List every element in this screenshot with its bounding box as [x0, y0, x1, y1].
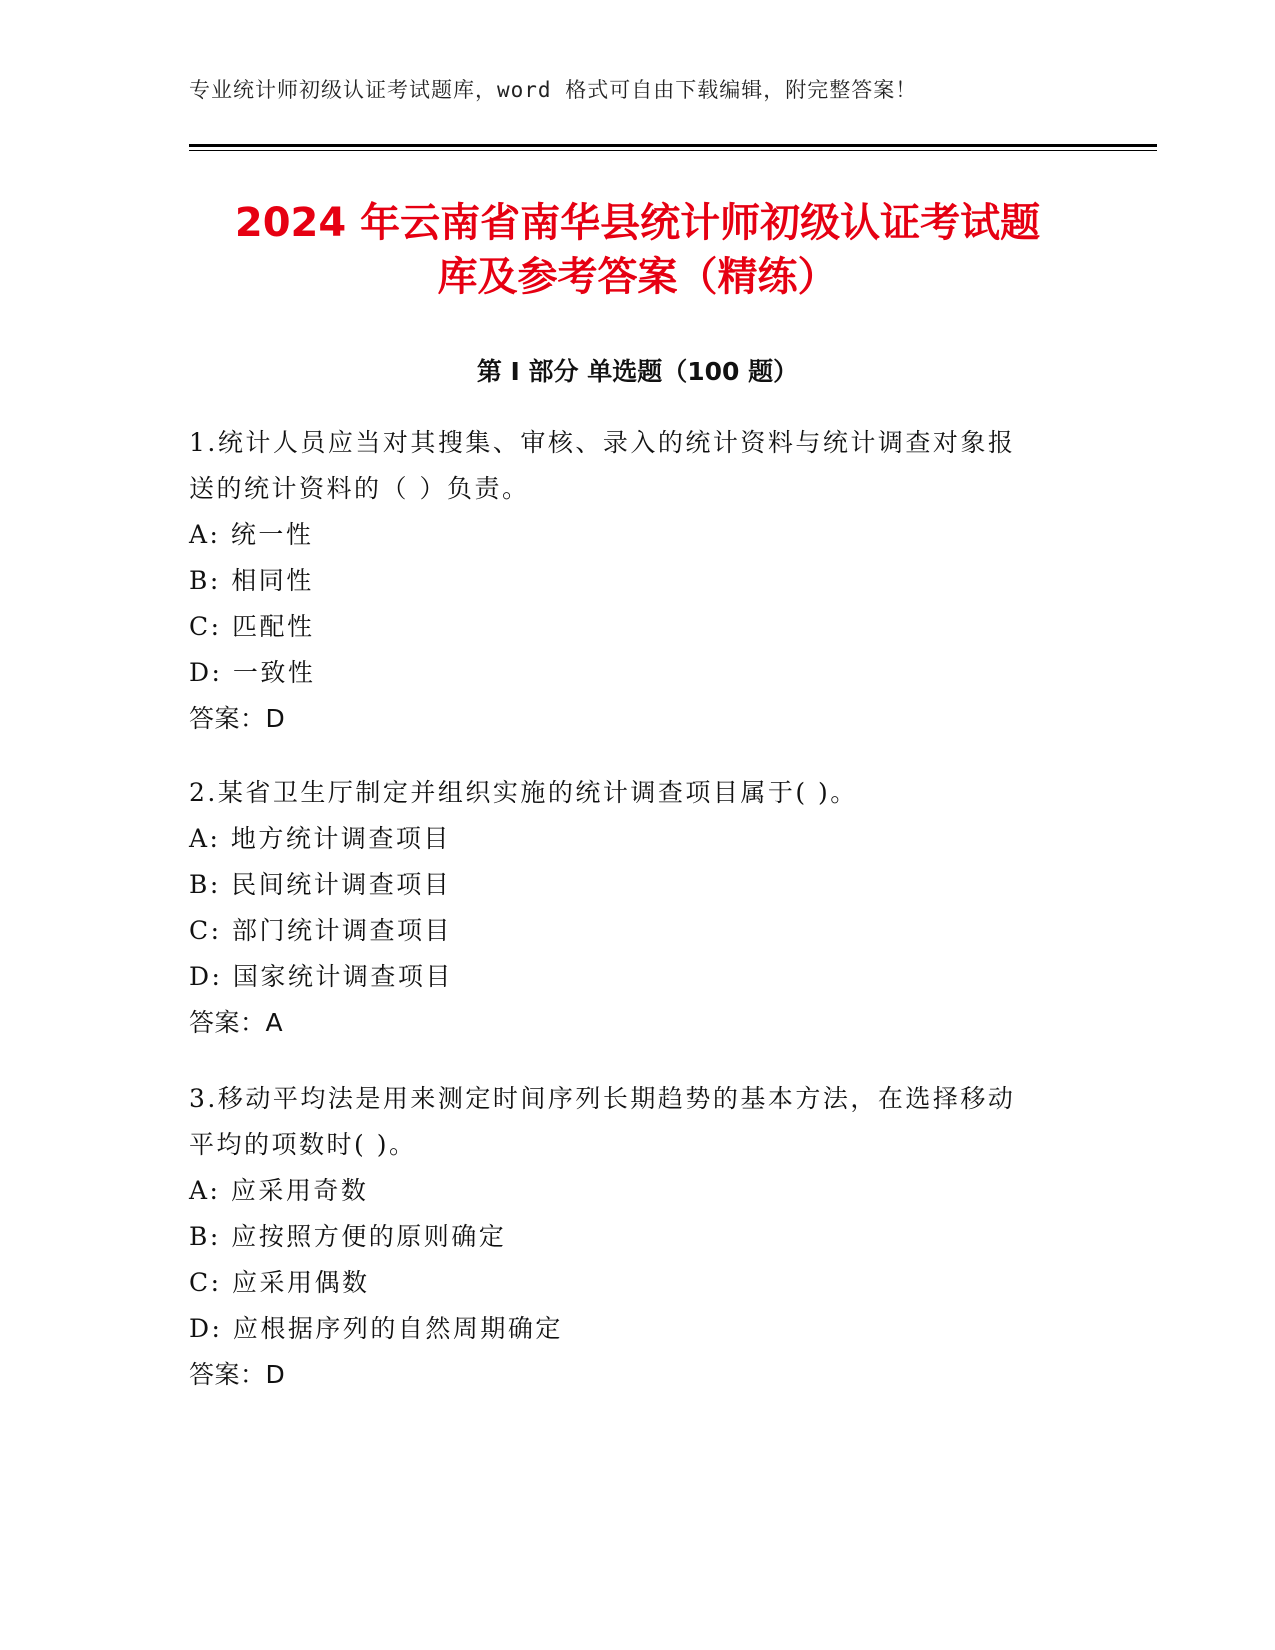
question-1-option-b: B: 相同性	[189, 566, 314, 595]
question-3-option-d: D: 应根据序列的自然周期确定	[189, 1314, 563, 1343]
question-1-option-a: A: 统一性	[189, 520, 314, 549]
question-2-answer: 答案：A	[189, 1008, 284, 1037]
question-2-stem-line-1: 2.某省卫生厅制定并组织实施的统计调查项目属于( )。	[189, 778, 858, 807]
question-3-option-a: A: 应采用奇数	[189, 1176, 369, 1205]
question-1-option-c: C: 匹配性	[189, 612, 315, 641]
question-3-answer: 答案：D	[189, 1360, 286, 1389]
question-3-stem-line-1: 3.移动平均法是用来测定时间序列长期趋势的基本方法，在选择移动	[189, 1084, 1016, 1113]
question-2	[189, 770, 1089, 1046]
question-1-answer: 答案：D	[189, 704, 286, 733]
header-rule-thin	[189, 150, 1157, 151]
question-3-stem-line-2: 平均的项数时( )。	[189, 1130, 417, 1159]
question-2-option-d: D: 国家统计调查项目	[189, 962, 453, 991]
question-1-option-d: D: 一致性	[189, 658, 316, 687]
header-rule-thick	[189, 144, 1157, 147]
question-2-option-a: A: 地方统计调查项目	[189, 824, 451, 853]
question-2-option-b: B: 民间统计调查项目	[189, 870, 452, 899]
document-title-line-2: 库及参考答案（精练）	[437, 254, 838, 300]
question-3-option-c: C: 应采用偶数	[189, 1268, 370, 1297]
question-3	[189, 1076, 1089, 1398]
header-note: 专业统计师初级认证考试题库，word 格式可自由下载编辑，附完整答案！	[189, 78, 918, 102]
question-1-stem-line-2: 送的统计资料的（ ）负责。	[189, 474, 530, 503]
document-title	[140, 196, 1135, 304]
question-3-option-b: B: 应按照方便的原则确定	[189, 1222, 507, 1251]
document-title-line-1: 2024 年云南省南华县统计师初级认证考试题	[234, 200, 1041, 246]
section-title: 第 I 部分 单选题（100 题）	[476, 357, 799, 386]
question-1-stem-line-1: 1.统计人员应当对其搜集、审核、录入的统计资料与统计调查对象报	[189, 428, 1016, 457]
question-2-option-c: C: 部门统计调查项目	[189, 916, 452, 945]
question-1	[189, 420, 1089, 742]
